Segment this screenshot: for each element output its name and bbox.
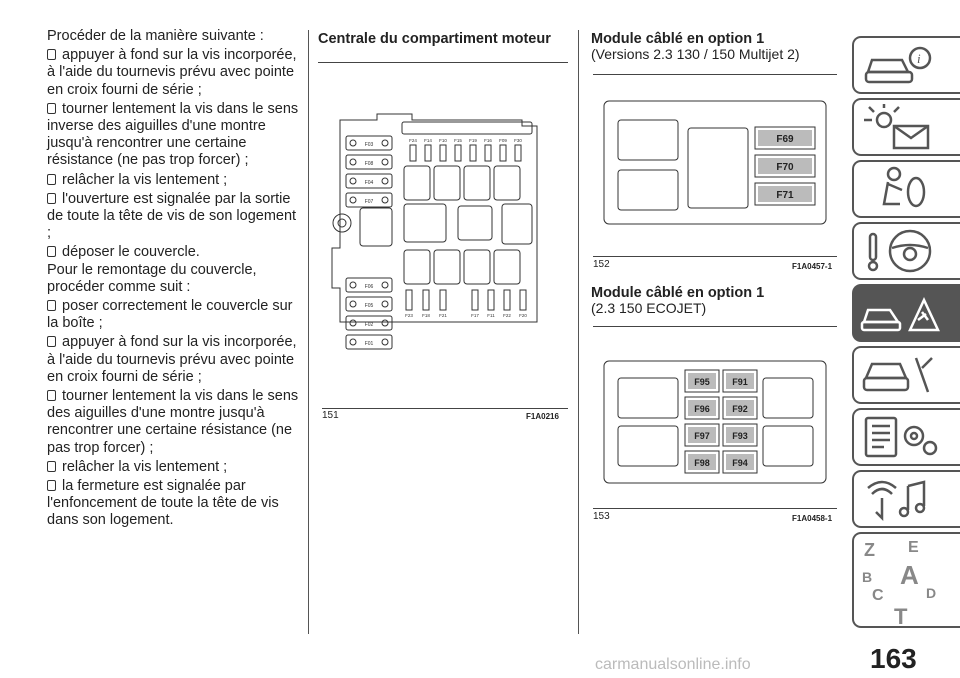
checkbox-bullet-icon (47, 193, 56, 204)
fuse-label: F14 (424, 138, 432, 143)
list-item (47, 459, 299, 476)
figure-number: 151 (322, 410, 339, 421)
emergency-icon (854, 286, 954, 340)
fuse-label: F94 (732, 458, 748, 468)
checkbox-bullet-icon (47, 246, 56, 257)
fuse-block (723, 370, 757, 392)
fuse-label: F04 (364, 180, 374, 186)
svg-text:i: i (917, 51, 921, 66)
fuse-label: F09 (499, 138, 507, 143)
fuse-label: F24 (409, 138, 417, 143)
list-item (47, 172, 299, 189)
list-item-text: la fermeture est signalée par l'enfoncement de toute la tête de vis dans son logement. (47, 478, 279, 529)
fuse-label: F17 (471, 313, 479, 318)
watermark: carmanualsonline.info (595, 656, 751, 673)
fuse-slot (422, 290, 430, 318)
fuse-slot (439, 138, 447, 161)
fuse-label: F97 (694, 431, 710, 441)
section-heading: Module câblé en option 1 (591, 31, 765, 47)
figure-rule (593, 508, 837, 509)
intro-text: Procéder de la manière suivante : (47, 28, 264, 44)
fuse-label: F01 (364, 341, 374, 347)
tab-warning-lights[interactable] (852, 98, 960, 156)
page-number: 163 (870, 643, 917, 674)
fuse-label: F70 (776, 162, 794, 173)
fuse-label: F20 (519, 313, 527, 318)
list-item (47, 478, 299, 530)
list-item-text: l'ouverture est signalée par la sortie de toute la tête de vis de son logement ; (47, 190, 297, 242)
fuse-label: F92 (732, 404, 748, 414)
fuse-label: F69 (776, 134, 794, 145)
settings-list-icon (854, 410, 954, 464)
tab-dashboard-info[interactable] (852, 36, 960, 94)
paragraph-text: Pour le remontage du couvercle, procéder comme suit : (47, 261, 257, 295)
figure-number: 153 (593, 511, 610, 522)
fuse-slot (484, 138, 492, 161)
svg-text:A: A (900, 560, 919, 590)
fuse-slot (469, 138, 477, 161)
heading-rule (318, 62, 568, 63)
section-heading: Module câblé en option 1 (591, 285, 765, 301)
checkbox-bullet-icon (47, 480, 56, 491)
svg-text:T: T (894, 604, 908, 629)
fuse-label: F91 (732, 377, 748, 387)
fuse-label: F19 (469, 138, 477, 143)
fuse-slot (514, 138, 522, 161)
list-item-text: tourner lentement la vis dans le sens inverse des aiguilles d'une montre jusqu'à rencontrer une certaine résistance (ne pas trop forcer) ; (47, 100, 299, 169)
list-item (47, 334, 299, 386)
list-item-text: appuyer à fond sur la vis incorporée, à l'aide du tournevis prévu avec pointe en croix fourni de série ; (47, 334, 297, 385)
fuse-label: F23 (405, 313, 413, 318)
fuse-label: F22 (503, 313, 511, 318)
svg-text:E: E (908, 539, 919, 556)
optional-module-diagram-1 (603, 100, 827, 225)
tab-index[interactable] (852, 532, 960, 628)
list-item-text: relâcher la vis lentement ; (62, 171, 228, 188)
fuse-slot (346, 155, 392, 169)
list-item-text: appuyer à fond sur la vis incorporée, à l'aide du tournevis prévu avec pointe en croix fourni de série ; (47, 47, 297, 98)
checkbox-bullet-icon (47, 174, 56, 185)
tab-multimedia[interactable] (852, 470, 960, 528)
fuse-slot (424, 138, 432, 161)
fuse-block (723, 451, 757, 473)
fuse-slot (471, 290, 479, 318)
tab-safety[interactable] (852, 160, 960, 218)
fuse-label: F21 (439, 313, 447, 318)
fuse-label: F95 (694, 377, 710, 387)
svg-text:C: C (872, 587, 884, 604)
fuse-label: F96 (694, 404, 710, 414)
procedure-column (47, 28, 299, 532)
fuse-slot (503, 290, 511, 318)
fuse-label: F10 (439, 138, 447, 143)
fuse-label: F30 (514, 138, 522, 143)
fuse-block (723, 424, 757, 446)
fuse-block (685, 370, 719, 392)
fuse-slot (499, 138, 507, 161)
checkbox-bullet-icon (47, 461, 56, 472)
multimedia-icon (854, 472, 954, 526)
fuse-label: F71 (776, 190, 794, 201)
checkbox-bullet-icon (47, 49, 56, 60)
section-subtitle: (Versions 2.3 130 / 150 Multijet 2) (591, 46, 800, 62)
safety-airbag-icon (854, 162, 954, 216)
fuse-label: F93 (732, 431, 748, 441)
fuse-slot (346, 335, 392, 349)
fuse-slot (409, 138, 417, 161)
fuse-block (685, 424, 719, 446)
fuse-label: F98 (694, 458, 710, 468)
fuse-slot (439, 290, 447, 318)
fuse-label: F16 (484, 138, 492, 143)
fuse-slot (346, 136, 392, 150)
fuse-block (685, 397, 719, 419)
section-heading: Centrale du compartiment moteur (318, 31, 551, 47)
engine-fuse-box-diagram (322, 108, 568, 347)
list-item-text: relâcher la vis lentement ; (62, 458, 228, 475)
figure-rule (593, 256, 837, 257)
fuse-label: F15 (454, 138, 462, 143)
list-item (47, 298, 299, 332)
optional-module-diagram-2 (603, 360, 827, 484)
fuse-label: F08 (364, 161, 374, 167)
list-item-text: poser correctement le couvercle sur la boîte ; (47, 298, 293, 332)
fuse-label: F02 (364, 322, 374, 328)
svg-text:Z: Z (864, 540, 875, 560)
figure-rule (322, 408, 568, 409)
fuse-slot (346, 193, 392, 207)
list-item (47, 244, 299, 261)
list-item (47, 191, 299, 243)
fuse-label: F05 (364, 303, 374, 309)
figure-number: 152 (593, 259, 610, 270)
list-item (47, 47, 299, 99)
heading-rule (593, 326, 837, 327)
tab-maintenance[interactable] (852, 346, 960, 404)
checkbox-bullet-icon (47, 103, 56, 114)
fuse-block (755, 183, 815, 205)
fuse-block (755, 155, 815, 177)
warning-lights-icon (854, 100, 954, 154)
fuse-slot (346, 174, 392, 188)
checkbox-bullet-icon (47, 390, 56, 401)
tab-technical-data[interactable] (852, 408, 960, 466)
fuse-label: F11 (487, 313, 495, 318)
car-maintenance-icon (854, 348, 954, 402)
list-item-text: tourner lentement la vis dans le sens des aiguilles d'une montre jusqu'à rencontrer une certaine résistance (ne pas trop forcer) ; (47, 388, 299, 456)
fuse-slot (346, 278, 392, 292)
list-item (47, 388, 299, 457)
checkbox-bullet-icon (47, 336, 56, 347)
list-item (47, 101, 299, 170)
svg-text:B: B (862, 569, 873, 585)
figure-code: F1A0458-1 (792, 514, 833, 523)
fuse-slot (454, 138, 462, 161)
fuse-label: F18 (422, 313, 430, 318)
fuse-label: F06 (364, 284, 374, 290)
fuse-slot (405, 290, 413, 318)
figure-code: F1A0457-1 (792, 262, 833, 271)
section-subtitle: (2.3 150 ECOJET) (591, 300, 707, 316)
fuse-slot (346, 297, 392, 311)
column-divider (308, 30, 309, 634)
checkbox-bullet-icon (47, 300, 56, 311)
fuse-slot (487, 290, 495, 318)
fuse-block (755, 127, 815, 149)
heading-rule (593, 74, 837, 75)
dashboard-info-icon (854, 38, 954, 92)
list-item-text: déposer le couvercle. (62, 244, 200, 261)
fuse-label: F03 (364, 142, 374, 148)
fuse-block (685, 451, 719, 473)
svg-text:D: D (926, 585, 937, 601)
fuse-label: F07 (364, 199, 374, 205)
figure-code: F1A0216 (526, 412, 559, 421)
fuse-slot (346, 316, 392, 330)
tab-starting-driving[interactable] (852, 222, 960, 280)
index-letters-icon (854, 534, 954, 629)
tab-emergency[interactable] (852, 284, 960, 342)
fuse-block (723, 397, 757, 419)
fuse-slot (519, 290, 527, 318)
column-divider (578, 30, 579, 634)
steering-wheel-icon (854, 224, 954, 278)
